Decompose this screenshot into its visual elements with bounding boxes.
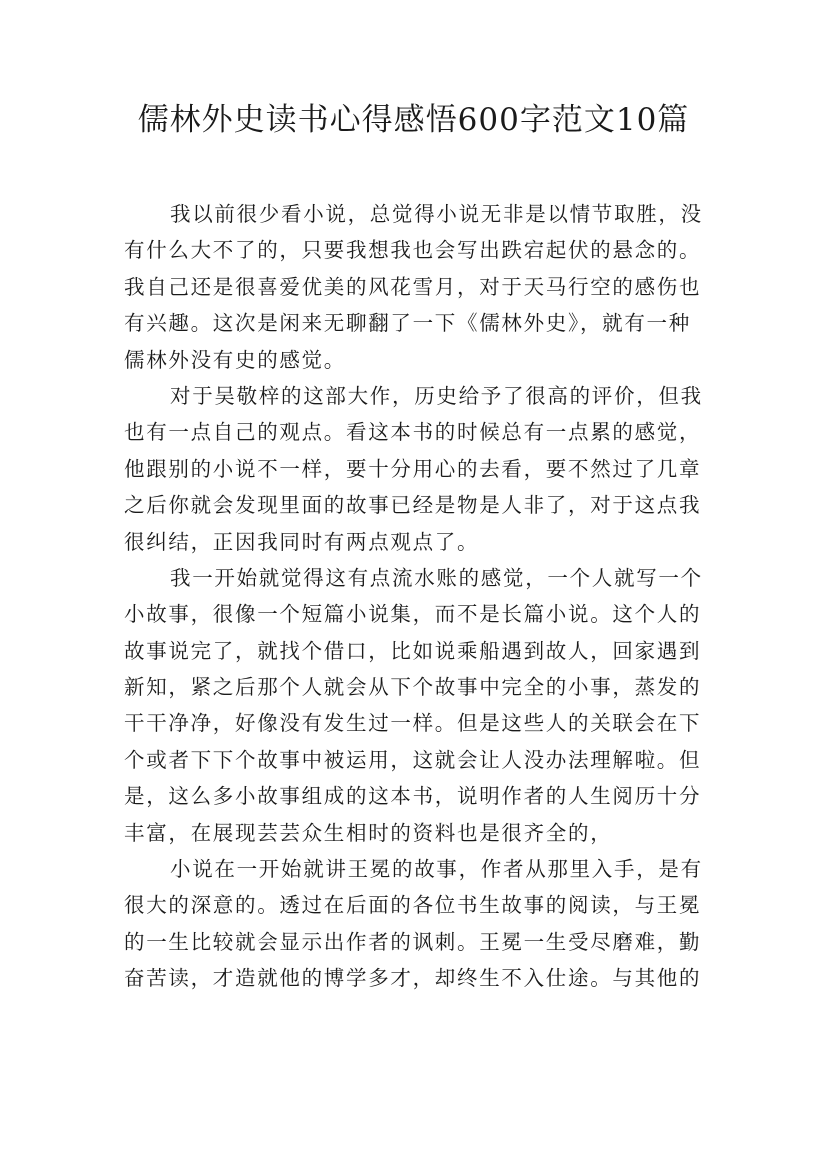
document-body [124, 196, 704, 997]
paragraph-4 [124, 851, 704, 997]
text-line: 我以前很少看小说，总觉得小说无非是以情节取胜，没 [170, 202, 703, 226]
text-line: 小故事，很像一个短篇小说集，而不是长篇小说。这个人的 [124, 602, 702, 627]
paragraph-2 [124, 378, 704, 560]
document-title: 儒林外史读书心得感悟600字范文10篇 [137, 102, 690, 138]
text-line: 故事说完了，就找个借口，比如说乘船遇到故人，回家遇到 [124, 638, 702, 663]
text-line: 有什么大不了的，只要我想我也会写出跌宕起伏的悬念的。 [124, 238, 702, 263]
text-line: 他跟别的小说不一样，要十分用心的去看，要不然过了几章 [124, 456, 702, 481]
text-line: 丰富，在展现芸芸众生相时的资料也是很齐全的， [124, 820, 613, 845]
text-line: 很大的深意的。透过在后面的各位书生故事的阅读，与王冕 [124, 893, 702, 918]
text-line: 奋苦读，才造就他的博学多才，却终生不入仕途。与其他的 [124, 966, 702, 991]
text-line: 我自己还是很喜爱优美的风花雪月，对于天马行空的感伤也 [124, 274, 702, 299]
text-line: 很纠结，正因我同时有两点观点了。 [124, 529, 480, 554]
text-line: 也有一点自己的观点。看这本书的时候总有一点累的感觉， [124, 420, 702, 445]
text-line: 是，这么多小故事组成的这本书，说明作者的人生阅历十分 [124, 784, 702, 809]
text-line: 我一开始就觉得这有点流水账的感觉，一个人就写一个 [170, 565, 703, 590]
text-line: 新知，紧之后那个人就会从下个故事中完全的小事，蒸发的 [124, 675, 702, 700]
text-line: 对于吴敬梓的这部大作，历史给予了很高的评价，但我 [170, 383, 703, 408]
text-line: 小说在一开始就讲王冕的故事，作者从那里入手，是有 [170, 857, 703, 882]
text-line: 个或者下下个故事中被运用，这就会让人没办法理解啦。但 [124, 747, 702, 772]
paragraph-3 [124, 560, 704, 851]
paragraph-1 [124, 196, 704, 378]
text-line: 之后你就会发现里面的故事已经是物是人非了，对于这点我 [124, 493, 702, 518]
text-line: 的一生比较就会显示出作者的讽刺。王冕一生受尽磨难，勤 [124, 929, 702, 954]
text-line: 有兴趣。这次是闲来无聊翻了一下《儒林外史》，就有一种 [124, 311, 691, 336]
text-line: 干干净净，好像没有发生过一样。但是这些人的关联会在下 [124, 711, 702, 736]
text-line: 儒林外没有史的感觉。 [124, 347, 346, 372]
